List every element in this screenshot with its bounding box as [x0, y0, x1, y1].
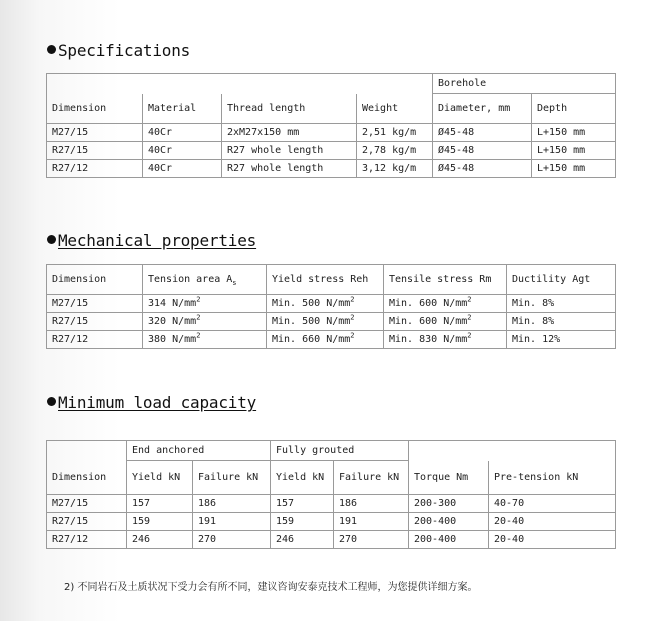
value: Min. 600: [389, 316, 438, 327]
mech-cell: R27/15: [47, 313, 143, 331]
value: 320: [148, 316, 167, 327]
load-cell: 157: [271, 495, 334, 513]
mechanical-title: Mechanical properties: [58, 231, 257, 250]
spec-cell: Ø45-48: [433, 160, 532, 178]
mechanical-table: [46, 264, 616, 349]
load-cell: 20-40: [489, 531, 616, 549]
table-row: [47, 331, 616, 349]
footnote: 2) 不同岩石及土质状况下受力会有所不同，建议咨询安泰克技术工程师，为您提供详细方案。: [64, 582, 478, 593]
spec-cell: Ø45-48: [433, 142, 532, 160]
mech-header-cell: Yield stress Reh: [267, 265, 384, 295]
mech-cell: Min. 8%: [507, 295, 616, 313]
spec-cell: 2,78 kg/m: [357, 142, 433, 160]
bullet-icon: [47, 45, 56, 54]
table-row: [47, 531, 616, 549]
load-header-cell: Failure kN: [193, 461, 271, 495]
load-cell: 200-400: [409, 531, 489, 549]
spec-cell: 2,51 kg/m: [357, 124, 433, 142]
value: Min. 830: [389, 334, 438, 345]
load-cell: 186: [334, 495, 409, 513]
mech-cell: [384, 295, 507, 313]
load-heading: [47, 393, 256, 412]
load-header-cell: Torque Nm: [409, 461, 489, 495]
tension-area-label: Tension area A: [148, 274, 233, 285]
load-title: Minimum load capacity: [58, 393, 257, 412]
load-header-cell: Dimension: [47, 461, 127, 495]
spec-cell: L+150 mm: [532, 142, 616, 160]
spec-header-cell: Diameter, mm: [433, 94, 532, 124]
unit-sup: 2: [350, 295, 355, 304]
load-cell: R27/15: [47, 513, 127, 531]
load-cell: 40-70: [489, 495, 616, 513]
load-header-cell: Yield kN: [271, 461, 334, 495]
mechanical-heading: [47, 231, 256, 250]
load-cell: 200-300: [409, 495, 489, 513]
tension-area-subscript: s: [232, 279, 237, 287]
value: Min. 600: [389, 298, 438, 309]
load-header-blank: [409, 441, 616, 461]
table-row: [47, 513, 616, 531]
unit-sup: 2: [467, 331, 472, 340]
load-cell: 270: [193, 531, 271, 549]
load-cell: 246: [271, 531, 334, 549]
spec-cell: R27 whole length: [222, 142, 357, 160]
unit-sup: 2: [350, 313, 355, 322]
load-cell: 159: [271, 513, 334, 531]
mech-cell: R27/12: [47, 331, 143, 349]
mech-header-cell: Tensile stress Rm: [384, 265, 507, 295]
mech-cell: [143, 295, 267, 313]
mech-cell: [384, 313, 507, 331]
unit: N/mm: [443, 316, 468, 327]
unit: N/mm: [326, 298, 351, 309]
load-cell: 20-40: [489, 513, 616, 531]
load-cell: 159: [127, 513, 193, 531]
spec-cell: M27/15: [47, 124, 143, 142]
load-cell: 200-400: [409, 513, 489, 531]
spec-cell: L+150 mm: [532, 160, 616, 178]
value: Min. 500: [272, 316, 321, 327]
spec-header-cell: Depth: [532, 94, 616, 124]
unit-sup: 2: [350, 331, 355, 340]
bullet-icon: [47, 235, 56, 244]
load-header-cell: Pre-tension kN: [489, 461, 616, 495]
mech-cell: Min. 8%: [507, 313, 616, 331]
load-cell: 191: [193, 513, 271, 531]
load-cell: 191: [334, 513, 409, 531]
mech-cell: [384, 331, 507, 349]
bullet-icon: [47, 397, 56, 406]
load-group-end-anchored: End anchored: [127, 441, 271, 461]
load-table: [46, 440, 616, 549]
value: 314: [148, 298, 167, 309]
spec-borehole-group: Borehole: [433, 74, 616, 94]
unit-sup: 2: [467, 295, 472, 304]
table-row: [47, 160, 616, 178]
mech-cell: [143, 313, 267, 331]
load-header-cell: Failure kN: [334, 461, 409, 495]
spec-cell: 2xM27x150 mm: [222, 124, 357, 142]
mech-cell: Min. 12%: [507, 331, 616, 349]
spec-cell: Ø45-48: [433, 124, 532, 142]
spec-header-blank: [47, 74, 433, 94]
spec-header-cell: Material: [143, 94, 222, 124]
mech-cell: [267, 295, 384, 313]
unit: N/mm: [326, 316, 351, 327]
load-cell: 157: [127, 495, 193, 513]
load-cell: M27/15: [47, 495, 127, 513]
load-group-fully-grouted: Fully grouted: [271, 441, 409, 461]
load-header-blank: [47, 441, 127, 461]
spec-header-cell: Dimension: [47, 94, 143, 124]
load-cell: 186: [193, 495, 271, 513]
spec-cell: R27/15: [47, 142, 143, 160]
load-cell: R27/12: [47, 531, 127, 549]
unit-sup: 2: [196, 331, 201, 340]
unit: N/mm: [172, 298, 197, 309]
mech-cell: M27/15: [47, 295, 143, 313]
mech-cell: [267, 313, 384, 331]
mech-header-cell: [143, 265, 267, 295]
table-row: [47, 142, 616, 160]
unit-sup: 2: [196, 295, 201, 304]
unit-sup: 2: [196, 313, 201, 322]
table-row: [47, 124, 616, 142]
specifications-title: Specifications: [58, 41, 191, 60]
unit: N/mm: [443, 334, 468, 345]
mech-cell: [143, 331, 267, 349]
spec-cell: 40Cr: [143, 160, 222, 178]
load-cell: 246: [127, 531, 193, 549]
spec-cell: 3,12 kg/m: [357, 160, 433, 178]
mech-header-cell: Ductility Agt: [507, 265, 616, 295]
mech-cell: [267, 331, 384, 349]
spec-cell: 40Cr: [143, 142, 222, 160]
spec-cell: R27/12: [47, 160, 143, 178]
unit: N/mm: [172, 316, 197, 327]
unit: N/mm: [326, 334, 351, 345]
table-row: [47, 495, 616, 513]
spec-header-cell: Thread length: [222, 94, 357, 124]
unit-sup: 2: [467, 313, 472, 322]
spec-cell: L+150 mm: [532, 124, 616, 142]
unit: N/mm: [443, 298, 468, 309]
spec-cell: 40Cr: [143, 124, 222, 142]
mech-header-cell: Dimension: [47, 265, 143, 295]
load-header-cell: Yield kN: [127, 461, 193, 495]
specifications-heading: [47, 41, 190, 60]
value: 380: [148, 334, 167, 345]
value: Min. 660: [272, 334, 321, 345]
spec-header-cell: Weight: [357, 94, 433, 124]
value: Min. 500: [272, 298, 321, 309]
table-row: [47, 295, 616, 313]
specifications-table: [46, 73, 616, 178]
table-row: [47, 313, 616, 331]
load-cell: 270: [334, 531, 409, 549]
unit: N/mm: [172, 334, 197, 345]
spec-cell: R27 whole length: [222, 160, 357, 178]
